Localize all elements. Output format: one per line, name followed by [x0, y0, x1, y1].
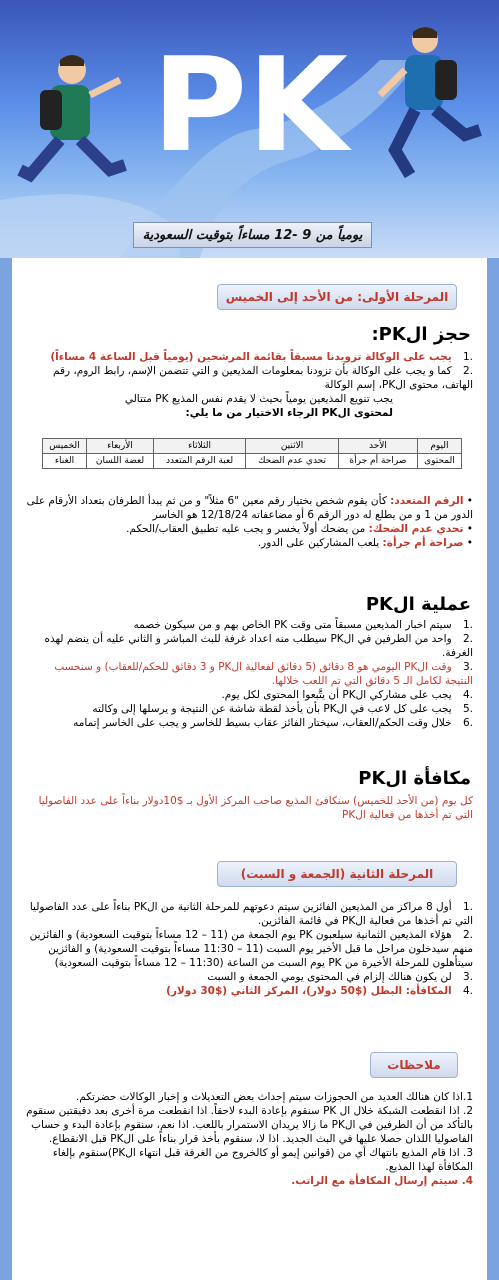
list-item: 4. سيتم إرسال المكافأة مع الراتب. — [291, 1175, 473, 1187]
list-item: 2. اذا انقطعت الشبكة خلال ال PK سنقوم بإعادة البدء لاحقاً. اذا انقطعت مرة أخرى بعد دقيقتين سنقوم بالتأكد من أن الطرفين في الPK ما زالا يريدان الاستمرار باللعب. اذا نعم، سنقوم بإعادة البدء و حساب الفاصوليا اللذان حصلا عليها في البث الجديد. اذا لا، سنقوم بأخذ قرار بناءاً على الPK قبل الانقطاع. — [26, 1105, 473, 1145]
stage2-list — [26, 900, 473, 998]
list-item: .4 يجب على مشاركي الPK أن يتَّبعوا المحتوى لكل يوم. — [221, 689, 473, 701]
table-row: اليوم الأحد الاثنين الثلاثاء الأربعاء الخميس — [43, 439, 462, 454]
list-item: .1 يجب على الوكالة تزويدنا مسبقاً بقائمة المرشحين (يومياً قبل الساعة 4 مساءاً) — [50, 351, 473, 363]
time-banner: يومياً من 9 -12 مساءاً بتوقيت السعودية — [133, 222, 372, 248]
process-list — [26, 618, 473, 730]
hero-banner — [0, 0, 499, 258]
reward-text: كل يوم (من الأحد للخميس) سنكافئ المذيع صاحب المركز الأول بـ $10دولار بناءاً على عدد الفاصوليا التي تم أخذها من فعالية الPK — [38, 795, 473, 821]
pk-logo-text: PK — [151, 29, 349, 181]
content-table — [42, 438, 462, 469]
right-runner-figure — [380, 27, 480, 175]
list-item: • الرقم المتعدد: كأن يقوم شخص بختيار رقم معين "6 مثلاً" و من ثم يبدأ الطرفان بتعداد الأرقام على الدور من 1 و من يطلع له دور الرقم 6 أو مضاعفاته 12/18/24 هو الخاسر — [26, 494, 473, 522]
list-item: .1 سيتم اخبار المذيعين مسبقاً متى وقت PK الخاص بهم و من سيكون خصمه — [133, 619, 473, 631]
list-item: 1.اذا كان هنالك العديد من الحجوزات سيتم إحداث بعض التعديلات و إخبار الوكالات حضرتكم. — [75, 1091, 473, 1103]
booking-heading: حجز الPK: — [371, 324, 471, 345]
process-heading: عملية الPK — [365, 594, 471, 615]
left-border — [0, 258, 12, 1280]
list-item: .1 أول 8 مراكز من المذيعين الفائزين سيتم دعوتهم للمرحلة الثانية من الPK بناءاً على عدد الفاصوليا التي تم أخذها من فعالية الPK في قائمة الفائزين. — [29, 901, 473, 927]
list-item: .2 هؤلاء المذيعين الثمانية سيلعبون PK يوم الجمعة من (11 – 12 مساءاً بتوقيت السعودية) و الفائزين منهم سيدخلون مراحل ما قبل الأخير يوم السبت (11 – 11:30 مساءاً بتوقيت السعودية) و الفائزين سيتأهلون للمرحلة الأخيرة من PK يوم السبت من الساعة (11:30 – 12 مساءاً بتوقيت السعودية) — [29, 929, 473, 969]
notes-list — [26, 1090, 473, 1188]
list-item: .6 خلال وقت الحكم/العقاب، سيختار الفائز عقاب بسيط للخاسر و يجب على الخاسر إتمامه — [73, 717, 473, 729]
booking-note: يجب تنويع المذيعين يومياً بحيث لا يقدم نفس المذيع PK متتالي — [124, 393, 393, 405]
list-item: • تحدي عدم الضحك: من يضحك أولاً يخسر و يجب عليه تطبيق العقاب/الحكم. — [26, 522, 473, 536]
list-item: .2 كما و يجب على الوكالة بأن تزودنا بمعلومات المذيعين و التي تتضمن الإسم، رابط الروم، رقم الهاتف، محتوى الPK، إسم الوكالة — [52, 365, 473, 391]
list-item: .4 المكافأة: البطل ($50 دولار)، المركز الثاني ($30 دولار) — [166, 985, 473, 997]
list-item: .2 واحد من الطرفين في الPK سيطلب منه اعداد غرفة للبث المباشر و الثاني عليه أن ينضم لهذه الغرفة. — [44, 633, 473, 659]
list-item: .3 وقت الPK اليومي هو 8 دقائق (5 دقائق لفعالية الPK و 3 دقائق للحكم/للعقاب) و سنحسب النتيجة لكامل الـ 5 دقائق التي تم اللعب خلالها. — [54, 661, 473, 687]
list-item: .3 لن يكون هنالك إلزام في المحتوى يومي الجمعة و السبت — [207, 971, 473, 983]
notes-title: ملاحظات — [370, 1052, 458, 1078]
content-bullets — [26, 494, 473, 550]
right-border — [487, 258, 499, 1280]
stage1-title: المرحلة الأولى: من الأحد إلى الخميس — [217, 284, 457, 310]
stage2-title: المرحلة الثانية (الجمعة و السبت) — [217, 861, 457, 887]
list-item: • صراحة أم جرأة: يلعب المشاركين على الدور. — [26, 536, 473, 550]
reward-heading: مكافأة الPK — [358, 768, 471, 789]
booking-note-content: لمحتوى الPK الرجاء الاختيار من ما يلي: — [185, 407, 393, 419]
rules-content — [12, 258, 487, 1280]
list-item: .5 يجب على كل لاعب في الPK بأن يأخذ لقطة شاشة عن النتيجة و يرسلها إلى وكالته — [92, 703, 473, 715]
left-runner-figure — [20, 55, 125, 175]
table-row: المحتوى صراحة أم جرأة تحدي عدم الضحك لعبة الرقم المتعدد لعضة اللسان الغناء — [43, 454, 462, 469]
list-item: 3. اذا قام المذيع بانتهاك أي من (قوانين إيمو أو كالخروج من الغرفة قبل انتهاء الPK)سنقوم بإلغاء المكافأة لهذا المذيع. — [52, 1147, 473, 1173]
booking-list — [26, 350, 473, 420]
hero-illustration — [0, 0, 499, 258]
